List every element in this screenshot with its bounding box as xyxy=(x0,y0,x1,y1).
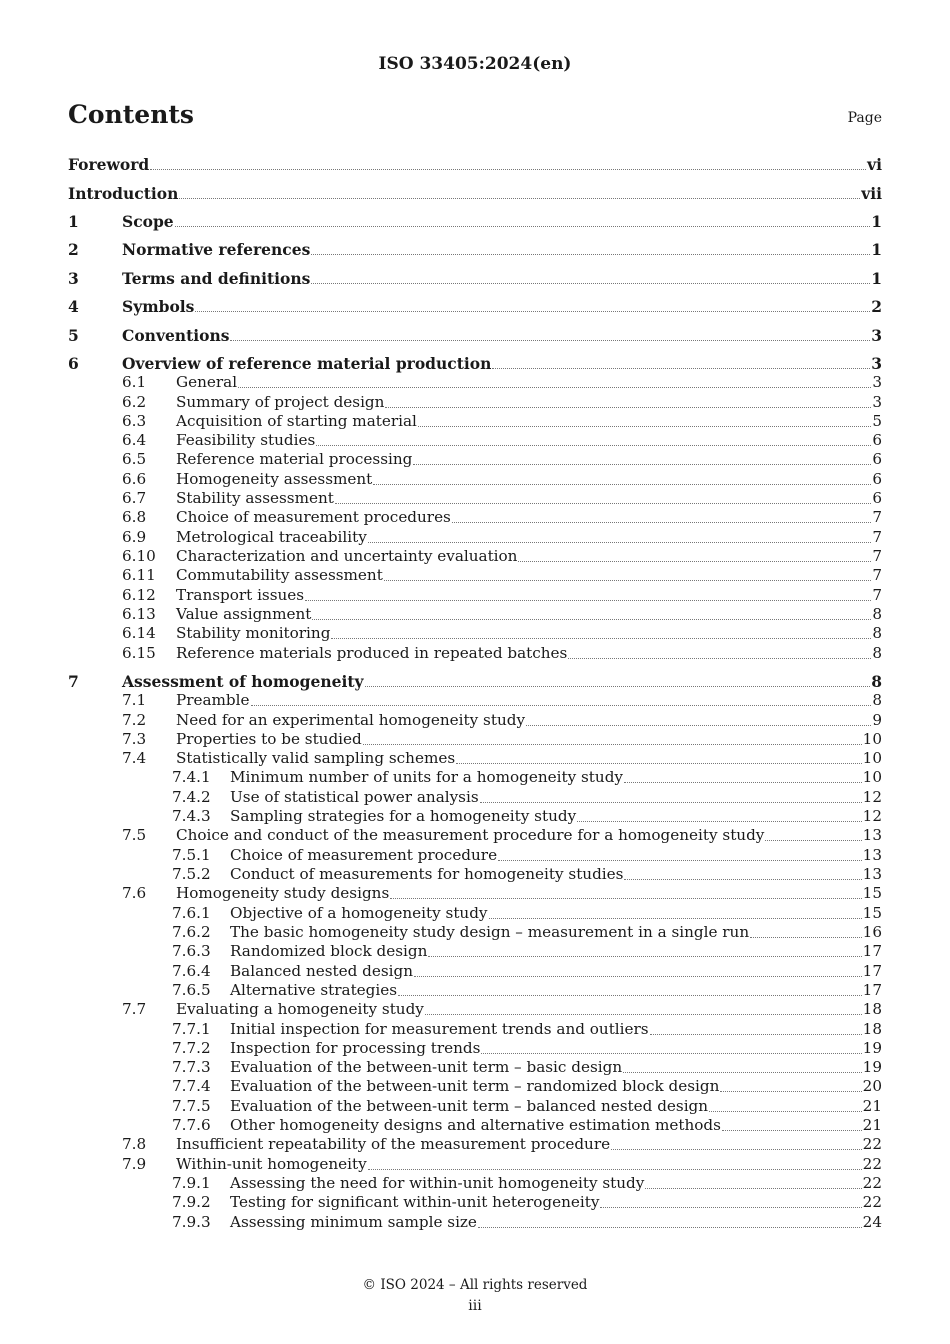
toc-entry[interactable] xyxy=(68,1077,882,1097)
toc-entry[interactable] xyxy=(68,240,882,260)
toc-entry[interactable] xyxy=(68,297,882,317)
toc-dot-leader xyxy=(335,502,871,504)
toc-entry-title: Scope xyxy=(122,212,174,231)
toc-entry-page: 10 xyxy=(862,768,882,786)
toc-entry-title: Insufficient repeatability of the measurement procedure xyxy=(176,1135,611,1153)
toc-dot-leader xyxy=(385,406,871,408)
toc-entry-title: Other homogeneity designs and alternative estimation methods xyxy=(230,1116,721,1134)
toc-entry-number: 7.5.1 xyxy=(172,846,211,864)
toc-entry-number: 7.6.1 xyxy=(172,904,211,922)
contents-title: Contents xyxy=(68,100,195,129)
toc-dot-leader xyxy=(456,762,862,764)
toc-entry-title: Summary of project design xyxy=(176,393,385,411)
toc-entry-number: 7.8 xyxy=(122,1135,147,1153)
toc-entry-title: Terms and definitions xyxy=(122,269,311,288)
toc-entry-title: Evaluation of the between-unit term – balanced nested design xyxy=(230,1097,709,1115)
toc-entry-page: 13 xyxy=(862,865,882,883)
toc-entry-number: 7.6.3 xyxy=(172,942,211,960)
toc-entry-title: Evaluation of the between-unit term – randomized block design xyxy=(230,1077,720,1095)
toc-entry[interactable] xyxy=(68,1155,882,1175)
toc-entry-title: Sampling strategies for a homogeneity study xyxy=(230,807,577,825)
toc-entry-title: Symbols xyxy=(122,297,195,316)
toc-dot-leader xyxy=(765,839,861,841)
toc-entry-title: Testing for significant within-unit heterogeneity xyxy=(230,1193,600,1211)
toc-entry-title: Acquisition of starting material xyxy=(176,412,417,430)
toc-entry-page: 15 xyxy=(862,904,882,922)
toc-dot-leader xyxy=(363,743,862,745)
toc-entry-number: 7.7.6 xyxy=(172,1116,211,1134)
toc-entry-number: 7.3 xyxy=(122,730,147,748)
toc-entry-page: 21 xyxy=(862,1116,882,1134)
toc-entry-number: 6 xyxy=(68,354,79,373)
toc-entry-page: 19 xyxy=(862,1039,882,1057)
toc-entry-number: 6.15 xyxy=(122,644,156,662)
toc-entry-title: Evaluating a homogeneity study xyxy=(176,1000,424,1018)
toc-entry-number: 4 xyxy=(68,297,79,316)
toc-entry-number: 7.6.4 xyxy=(172,962,211,980)
toc-dot-leader xyxy=(305,599,871,601)
toc-entry-number: 7.7.4 xyxy=(172,1077,211,1095)
toc-entry-page: 10 xyxy=(862,730,882,748)
toc-dot-leader xyxy=(645,1187,861,1189)
toc-entry-page: 6 xyxy=(872,489,882,507)
toc-entry-title: Foreword xyxy=(68,155,150,174)
toc-entry-number: 6.4 xyxy=(122,431,147,449)
toc-dot-leader xyxy=(238,386,871,388)
toc-entry-number: 7.6.2 xyxy=(172,923,211,941)
toc-entry[interactable] xyxy=(68,749,882,769)
toc-entry-title: Within-unit homogeneity xyxy=(176,1155,367,1173)
toc-entry-title: Alternative strategies xyxy=(230,981,398,999)
toc-dot-leader xyxy=(600,1206,861,1208)
toc-entry-page: 7 xyxy=(872,547,882,565)
toc-entry-page: 8 xyxy=(872,691,882,709)
toc-entry[interactable] xyxy=(68,1135,882,1155)
toc-entry-page: 3 xyxy=(871,354,882,373)
toc-entry-page: 1 xyxy=(871,269,882,288)
toc-entry-number: 2 xyxy=(68,240,79,259)
toc-entry-page: 18 xyxy=(862,1020,882,1038)
toc-dot-leader xyxy=(365,685,871,687)
toc-entry-page: 5 xyxy=(872,412,882,430)
toc-dot-leader xyxy=(568,657,871,659)
toc-entry-page: 1 xyxy=(871,212,882,231)
toc-entry-title: Conventions xyxy=(122,326,230,345)
toc-entry-page: 7 xyxy=(872,586,882,604)
toc-entry-page: 17 xyxy=(862,962,882,980)
toc-entry-number: 6.5 xyxy=(122,450,147,468)
toc-dot-leader xyxy=(331,637,871,639)
toc-entry-title: Reference material processing xyxy=(176,450,413,468)
toc-entry[interactable] xyxy=(68,269,882,289)
toc-entry-page: 6 xyxy=(872,470,882,488)
toc-entry-page: 15 xyxy=(862,884,882,902)
toc-entry-title: Reference materials produced in repeated batches xyxy=(176,644,568,662)
toc-entry-number: 7.7.5 xyxy=(172,1097,211,1115)
toc-entry-page: 7 xyxy=(872,566,882,584)
toc-entry[interactable] xyxy=(68,1116,882,1136)
toc-dot-leader xyxy=(489,917,862,919)
toc-dot-leader xyxy=(414,975,862,977)
toc-entry-number: 7.7.3 xyxy=(172,1058,211,1076)
toc-entry-page: 9 xyxy=(872,711,882,729)
toc-dot-leader xyxy=(175,225,871,227)
toc-entry-number: 6.7 xyxy=(122,489,147,507)
toc-dot-leader xyxy=(368,1168,862,1170)
toc-entry[interactable] xyxy=(68,450,882,470)
toc-dot-leader xyxy=(750,936,862,938)
toc-entry[interactable] xyxy=(68,184,882,204)
copyright-footer: © ISO 2024 – All rights reserved xyxy=(362,1277,588,1293)
toc-entry-title: Homogeneity study designs xyxy=(176,884,390,902)
toc-entry[interactable] xyxy=(68,393,882,413)
toc-entry-title: Stability monitoring xyxy=(176,624,331,642)
toc-entry[interactable] xyxy=(68,212,882,232)
toc-entry-page: 7 xyxy=(872,528,882,546)
toc-entry-number: 6.13 xyxy=(122,605,156,623)
toc-entry[interactable] xyxy=(68,846,882,866)
toc-entry-title: Commutability assessment xyxy=(176,566,383,584)
toc-dot-leader xyxy=(478,1226,862,1228)
toc-entry-title: Preamble xyxy=(176,691,250,709)
toc-entry[interactable] xyxy=(68,884,882,904)
toc-entry-page: 17 xyxy=(862,942,882,960)
toc-entry-number: 7.9 xyxy=(122,1155,147,1173)
toc-entry-page: 22 xyxy=(862,1155,882,1173)
toc-entry-title: Assessment of homogeneity xyxy=(122,672,364,691)
toc-entry-page: 3 xyxy=(872,393,882,411)
page-column-label: Page xyxy=(847,110,882,126)
toc-entry-title: The basic homogeneity study design – measurement in a single run xyxy=(230,923,750,941)
toc-entry-page: 8 xyxy=(872,644,882,662)
toc-entry-title: Transport issues xyxy=(176,586,305,604)
toc-entry-number: 6.14 xyxy=(122,624,156,642)
toc-entry-page: 6 xyxy=(872,431,882,449)
toc-entry[interactable] xyxy=(68,155,882,175)
toc-entry-page: 7 xyxy=(872,508,882,526)
toc-entry-number: 7.4.3 xyxy=(172,807,211,825)
toc-entry-title: General xyxy=(176,373,238,391)
toc-entry[interactable] xyxy=(68,962,882,982)
toc-entry[interactable] xyxy=(68,528,882,548)
toc-entry-number: 7.5.2 xyxy=(172,865,211,883)
toc-entry[interactable] xyxy=(68,672,882,692)
toc-dot-leader xyxy=(624,781,862,783)
toc-entry-title: Objective of a homogeneity study xyxy=(230,904,488,922)
toc-entry[interactable] xyxy=(68,508,882,528)
toc-entry[interactable] xyxy=(68,730,882,750)
toc-entry-number: 6.9 xyxy=(122,528,147,546)
toc-entry[interactable] xyxy=(68,711,882,731)
toc-entry-page: 12 xyxy=(862,788,882,806)
toc-entry[interactable] xyxy=(68,1193,882,1213)
toc-entry-title: Use of statistical power analysis xyxy=(230,788,479,806)
toc-entry-page: 13 xyxy=(862,826,882,844)
toc-entry-page: 8 xyxy=(872,624,882,642)
toc-entry-title: Evaluation of the between-unit term – basic design xyxy=(230,1058,623,1076)
toc-dot-leader xyxy=(384,579,872,581)
toc-entry-page: 22 xyxy=(862,1174,882,1192)
toc-entry-page: 1 xyxy=(871,240,882,259)
toc-entry[interactable] xyxy=(68,354,882,374)
toc-entry-number: 6.8 xyxy=(122,508,147,526)
toc-entry[interactable] xyxy=(68,1174,882,1194)
toc-entry[interactable] xyxy=(68,807,882,827)
toc-entry[interactable] xyxy=(68,1058,882,1078)
toc-entry-title: Introduction xyxy=(68,184,179,203)
toc-entry-page: vi xyxy=(867,155,882,174)
toc-dot-leader xyxy=(452,521,871,523)
toc-entry[interactable] xyxy=(68,1020,882,1040)
toc-entry[interactable] xyxy=(68,326,882,346)
toc-entry-number: 7.5 xyxy=(122,826,147,844)
toc-entry-title: Conduct of measurements for homogeneity studies xyxy=(230,865,624,883)
toc-dot-leader xyxy=(577,820,862,822)
toc-entry[interactable] xyxy=(68,1213,882,1233)
toc-entry[interactable] xyxy=(68,605,882,625)
toc-entry[interactable] xyxy=(68,1039,882,1059)
toc-dot-leader xyxy=(316,444,871,446)
toc-entry-page: 17 xyxy=(862,981,882,999)
toc-entry-title: Normative references xyxy=(122,240,311,259)
toc-entry-title: Balanced nested design xyxy=(230,962,414,980)
toc-entry-page: 3 xyxy=(871,326,882,345)
toc-entry-number: 6.11 xyxy=(122,566,156,584)
toc-entry-page: 18 xyxy=(862,1000,882,1018)
toc-dot-leader xyxy=(428,955,861,957)
toc-entry-number: 7.9.2 xyxy=(172,1193,211,1211)
toc-dot-leader xyxy=(413,463,871,465)
toc-entry-page: 22 xyxy=(862,1135,882,1153)
toc-entry-title: Metrological traceability xyxy=(176,528,367,546)
toc-dot-leader xyxy=(425,1013,862,1015)
toc-entry[interactable] xyxy=(68,489,882,509)
toc-dot-leader xyxy=(481,1052,861,1054)
toc-dot-leader xyxy=(312,618,871,620)
toc-entry-number: 7.6.5 xyxy=(172,981,211,999)
toc-dot-leader xyxy=(195,310,870,312)
toc-entry-number: 7.7.1 xyxy=(172,1020,211,1038)
toc-entry-title: Properties to be studied xyxy=(176,730,362,748)
toc-dot-leader xyxy=(311,253,870,255)
toc-entry[interactable] xyxy=(68,768,882,788)
toc-entry-title: Feasibility studies xyxy=(176,431,316,449)
toc-entry-title: Randomized block design xyxy=(230,942,428,960)
toc-dot-leader xyxy=(230,339,870,341)
toc-dot-leader xyxy=(390,897,861,899)
toc-entry-number: 6.2 xyxy=(122,393,147,411)
toc-entry-title: Homogeneity assessment xyxy=(176,470,373,488)
toc-entry[interactable] xyxy=(68,624,882,644)
toc-entry-page: 13 xyxy=(862,846,882,864)
toc-dot-leader xyxy=(373,483,871,485)
toc-entry-number: 7.4.1 xyxy=(172,768,211,786)
toc-dot-leader xyxy=(518,560,871,562)
toc-entry-number: 7.6 xyxy=(122,884,147,902)
toc-entry-title: Value assignment xyxy=(176,605,312,623)
page-number: iii xyxy=(468,1298,482,1314)
toc-dot-leader xyxy=(311,282,870,284)
toc-entry[interactable] xyxy=(68,788,882,808)
toc-entry[interactable] xyxy=(68,1000,882,1020)
toc-entry-number: 7.7.2 xyxy=(172,1039,211,1057)
toc-entry[interactable] xyxy=(68,904,882,924)
toc-entry-title: Assessing the need for within-unit homogeneity study xyxy=(230,1174,645,1192)
toc-entry[interactable] xyxy=(68,412,882,432)
toc-entry-page: vii xyxy=(861,184,882,203)
toc-entry-number: 6.1 xyxy=(122,373,147,391)
toc-entry-number: 6.6 xyxy=(122,470,147,488)
toc-entry-title: Choice of measurement procedure xyxy=(230,846,498,864)
toc-dot-leader xyxy=(709,1110,862,1112)
toc-dot-leader xyxy=(398,994,862,996)
toc-entry-number: 6.10 xyxy=(122,547,156,565)
toc-entry-number: 7.7 xyxy=(122,1000,147,1018)
toc-entry-number: 6.3 xyxy=(122,412,147,430)
toc-entry[interactable] xyxy=(68,566,882,586)
toc-dot-leader xyxy=(720,1090,861,1092)
toc-entry-title: Overview of reference material production xyxy=(122,354,492,373)
toc-dot-leader xyxy=(611,1148,862,1150)
toc-entry-page: 12 xyxy=(862,807,882,825)
toc-dot-leader xyxy=(179,197,860,199)
toc-entry-page: 20 xyxy=(862,1077,882,1095)
toc-entry-title: Choice and conduct of the measurement procedure for a homogeneity study xyxy=(176,826,765,844)
toc-entry[interactable] xyxy=(68,826,882,846)
toc-entry-title: Characterization and uncertainty evaluation xyxy=(176,547,518,565)
toc-entry-page: 19 xyxy=(862,1058,882,1076)
toc-dot-leader xyxy=(526,724,871,726)
toc-entry-number: 6.12 xyxy=(122,586,156,604)
toc-entry-page: 8 xyxy=(871,672,882,691)
toc-entry-title: Need for an experimental homogeneity study xyxy=(176,711,526,729)
toc-entry[interactable] xyxy=(68,691,882,711)
toc-entry[interactable] xyxy=(68,865,882,885)
toc-entry-number: 7.2 xyxy=(122,711,147,729)
toc-dot-leader xyxy=(498,859,862,861)
toc-dot-leader xyxy=(480,801,862,803)
toc-entry-number: 3 xyxy=(68,269,79,288)
toc-entry-page: 10 xyxy=(862,749,882,767)
toc-entry[interactable] xyxy=(68,547,882,567)
toc-dot-leader xyxy=(492,367,870,369)
toc-entry-number: 5 xyxy=(68,326,79,345)
toc-entry-page: 6 xyxy=(872,450,882,468)
toc-entry-title: Inspection for processing trends xyxy=(230,1039,481,1057)
toc-entry-title: Statistically valid sampling schemes xyxy=(176,749,456,767)
toc-entry[interactable] xyxy=(68,431,882,451)
toc-entry-number: 7 xyxy=(68,672,79,691)
toc-entry[interactable] xyxy=(68,586,882,606)
toc-entry-page: 22 xyxy=(862,1193,882,1211)
toc-entry-number: 7.4 xyxy=(122,749,147,767)
toc-dot-leader xyxy=(650,1033,862,1035)
document-id-header: ISO 33405:2024(en) xyxy=(378,54,572,74)
toc-entry[interactable] xyxy=(68,942,882,962)
toc-entry[interactable] xyxy=(68,923,882,943)
toc-entry-page: 2 xyxy=(871,297,882,316)
toc-entry-title: Initial inspection for measurement trends and outliers xyxy=(230,1020,649,1038)
toc-entry-title: Minimum number of units for a homogeneity study xyxy=(230,768,623,786)
toc-dot-leader xyxy=(722,1129,862,1131)
toc-entry-number: 7.9.1 xyxy=(172,1174,211,1192)
toc-dot-leader xyxy=(623,1071,862,1073)
toc-dot-leader xyxy=(150,168,866,170)
toc-entry-number: 7.1 xyxy=(122,691,147,709)
toc-entry[interactable] xyxy=(68,1097,882,1117)
toc-entry[interactable] xyxy=(68,644,882,664)
toc-entry-title: Assessing minimum sample size xyxy=(230,1213,477,1231)
toc-entry[interactable] xyxy=(68,981,882,1001)
toc-entry[interactable] xyxy=(68,470,882,490)
toc-entry-title: Choice of measurement procedures xyxy=(176,508,451,526)
toc-entry-page: 24 xyxy=(862,1213,882,1231)
toc-entry-number: 1 xyxy=(68,212,79,231)
toc-entry-page: 8 xyxy=(872,605,882,623)
toc-entry-number: 7.9.3 xyxy=(172,1213,211,1231)
toc-entry-title: Stability assessment xyxy=(176,489,334,507)
toc-dot-leader xyxy=(368,541,872,543)
toc-dot-leader xyxy=(418,425,871,427)
toc-entry-page: 21 xyxy=(862,1097,882,1115)
toc-entry-number: 7.4.2 xyxy=(172,788,211,806)
toc-entry-page: 3 xyxy=(872,373,882,391)
toc-entry-page: 16 xyxy=(862,923,882,941)
toc-entry[interactable] xyxy=(68,373,882,393)
toc-dot-leader xyxy=(251,704,872,706)
toc-dot-leader xyxy=(624,878,861,880)
